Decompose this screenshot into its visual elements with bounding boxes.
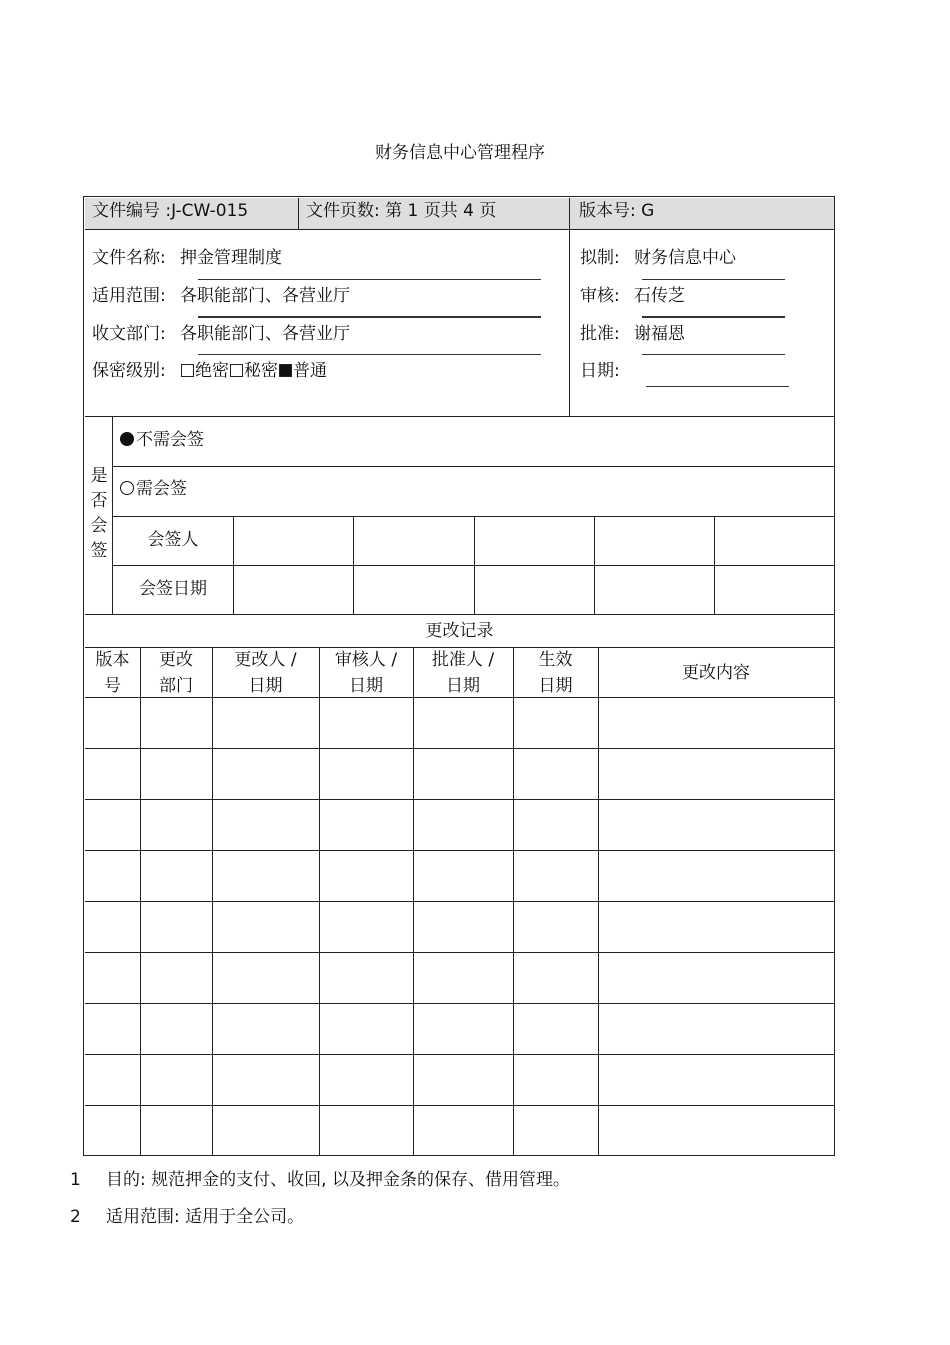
scope-label: 适用范围: (92, 286, 166, 306)
checkbox-top-secret[interactable] (181, 364, 194, 377)
change-header-3-line-2: 日期 (248, 676, 283, 696)
secrecy-label: 保密级别: (92, 361, 166, 381)
reviewer-value: 石传芝 (634, 286, 685, 306)
drafter-value: 财务信息中心 (634, 248, 736, 268)
scope-underline (198, 316, 541, 318)
grid-line (85, 1105, 834, 1106)
grid-line (353, 516, 354, 614)
grid-line (85, 614, 834, 615)
grid-line (112, 516, 834, 517)
change-header-7-line-1: 更改内容 (682, 663, 750, 683)
grid-line (594, 516, 595, 614)
option-need-countersign-label: 需会签 (136, 479, 187, 499)
countersign-side-char-3: 会 (90, 516, 108, 536)
doc-name-label: 文件名称: (92, 248, 166, 268)
signer-label: 会签人 (147, 530, 199, 550)
grid-line (85, 647, 834, 648)
drafter-underline (642, 279, 785, 280)
change-header-3-line-1: 更改人 / (234, 650, 297, 670)
grid-line (569, 198, 570, 229)
scope-value: 各职能部门、各营业厅 (180, 286, 350, 306)
option-normal: 普通 (293, 361, 327, 381)
change-header-4-line-2: 日期 (349, 676, 383, 696)
grid-line (85, 850, 834, 851)
checkbox-secret[interactable] (230, 364, 243, 377)
grid-line (233, 516, 234, 614)
grid-line (474, 516, 475, 614)
drafter-label: 拟制: (580, 248, 620, 268)
grid-line (85, 416, 834, 417)
change-header-2-line-1: 更改 (159, 650, 193, 670)
change-header-6-line-2: 日期 (538, 676, 573, 696)
grid-line (85, 799, 834, 800)
option-no-countersign[interactable] (120, 430, 204, 450)
option-need-countersign[interactable] (120, 479, 187, 499)
page-count: 文件页数: 第 1 页共 4 页 (306, 201, 497, 221)
change-header-4-line-1: 审核人 / (334, 650, 398, 670)
grid-line (85, 1003, 834, 1004)
countersign-side-char-2: 否 (90, 491, 108, 511)
change-record-title: 更改记录 (425, 621, 494, 641)
radio-selected-icon (120, 432, 134, 446)
countersign-side-char-1: 是 (90, 466, 108, 486)
change-header-2-line-2: 部门 (159, 676, 193, 696)
grid-line (85, 229, 834, 230)
section-1-text: 目的: 规范押金的支付、收回, 以及押金条的保存、借用管理。 (106, 1170, 570, 1190)
date-underline (646, 386, 789, 387)
checkbox-normal[interactable] (279, 364, 292, 377)
grid-line (298, 198, 299, 229)
grid-line (85, 952, 834, 953)
change-header-6-line-1: 生效 (538, 650, 573, 670)
grid-line (85, 1054, 834, 1055)
doc-name-underline (198, 279, 541, 280)
grid-line (85, 697, 834, 698)
grid-line (569, 229, 570, 416)
doc-number: 文件编号 :J-CW-015 (92, 201, 249, 221)
change-header-5-line-1: 批准人 / (431, 650, 495, 670)
reviewer-label: 审核: (580, 286, 620, 306)
grid-line (85, 901, 834, 902)
document-title: 财务信息中心管理程序 (375, 143, 545, 163)
option-secret: 秘密 (244, 361, 278, 381)
grid-line (112, 565, 834, 566)
change-header-1-line-2: 号 (104, 676, 121, 696)
radio-empty-icon (120, 481, 134, 495)
change-header-1-line-1: 版本 (95, 650, 130, 670)
recipient-value: 各职能部门、各营业厅 (180, 324, 350, 344)
grid-line (85, 748, 834, 749)
change-header-5-line-2: 日期 (446, 676, 480, 696)
approver-underline (642, 354, 785, 355)
recipient-underline (198, 354, 541, 355)
option-no-countersign-label: 不需会签 (136, 430, 204, 450)
approver-label: 批准: (580, 324, 620, 344)
sign-date-label: 会签日期 (139, 579, 207, 599)
doc-name-value: 押金管理制度 (180, 248, 282, 268)
grid-line (714, 516, 715, 614)
approver-value: 谢福恩 (634, 324, 685, 344)
reviewer-underline (642, 316, 785, 318)
option-top-secret: 绝密 (195, 361, 229, 381)
section-1-number: 1 (70, 1170, 81, 1190)
secrecy-options (180, 361, 327, 381)
grid-line (112, 466, 834, 467)
section-2-number: 2 (70, 1207, 81, 1227)
version-number: 版本号: G (579, 201, 655, 221)
countersign-side-char-4: 签 (90, 541, 108, 561)
section-2-text: 适用范围: 适用于全公司。 (106, 1207, 305, 1227)
date-label: 日期: (580, 361, 620, 381)
recipient-label: 收文部门: (92, 324, 166, 344)
